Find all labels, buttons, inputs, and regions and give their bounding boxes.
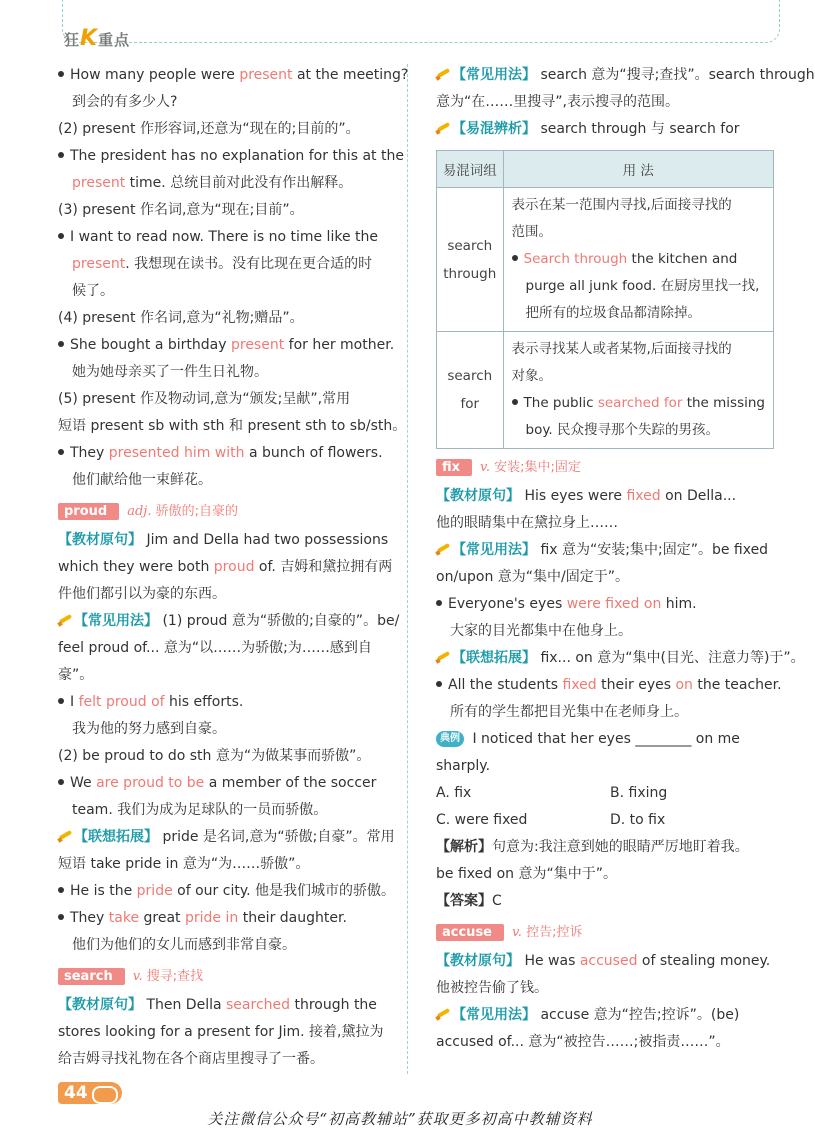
textbook-sentence-cont: 给吉姆寻找礼物在各个商店里搜寻了一番。 bbox=[58, 1051, 324, 1067]
pen-icon bbox=[436, 68, 450, 80]
example-translation: 他们献给他一束鲜花。 bbox=[72, 472, 212, 488]
exercise-options-row bbox=[436, 807, 774, 834]
table-term-cell: search through bbox=[437, 188, 504, 332]
example-translation: 到会的有多少人? bbox=[72, 94, 178, 110]
table-row bbox=[437, 188, 774, 332]
confusion-heading: 【 易混辨析 】 search through 与 search for bbox=[436, 116, 774, 143]
common-usage-cont: feel proud of... 意为“以……为骄傲;为……感到自 bbox=[58, 640, 372, 656]
textbook-sentence-cont: which they were both proud of. 吉姆和黛拉拥有两 bbox=[58, 559, 393, 575]
analysis-cont: be fixed on 意为“集中于”。 bbox=[436, 866, 617, 882]
pen-icon bbox=[58, 614, 72, 626]
word-badge: fix bbox=[436, 459, 472, 476]
usage-point: (2) present 作形容词,还意为“现在的;目前的”。 bbox=[58, 121, 360, 137]
analysis: 【 解析 】 句意为:我注意到她的眼睛严厉地盯着我。 bbox=[436, 834, 774, 861]
word-entry-proud: proud adj. 骄傲的;自豪的 bbox=[58, 498, 392, 525]
example-sentence: I want to read now. There is no time like the bbox=[58, 224, 392, 251]
answer: 【 答案 】 C bbox=[436, 888, 774, 915]
right-column-lower bbox=[436, 450, 805, 1056]
common-usage-cont: 豪”。 bbox=[58, 667, 94, 683]
pen-icon bbox=[436, 543, 450, 555]
table-header-row bbox=[437, 151, 774, 188]
example-translation: 我为他的努力感到自豪。 bbox=[72, 721, 226, 737]
textbook-sentence-cont: 件他们都引以为豪的东西。 bbox=[58, 586, 226, 602]
extension-note: 【 联想拓展 】 fix... on 意为“集中(目光、注意力等)于”。 bbox=[436, 645, 774, 672]
table-usage-cell: 表示寻找某人或者某物,后面接寻找的 对象。 The public searched for the missing boy. 民众搜寻那个失踪的男孩。 bbox=[503, 332, 773, 449]
example-sentence: She bought a birthday present for her mother. bbox=[58, 332, 392, 359]
usage-point: (4) present 作名词,意为“礼物;赠品”。 bbox=[58, 310, 304, 326]
series-logo: 狂K重点 bbox=[64, 26, 131, 51]
exercise-options-row bbox=[436, 780, 774, 807]
pen-icon bbox=[436, 651, 450, 663]
example-sentence: The president has no explanation for this at the bbox=[58, 143, 392, 170]
comparison-table bbox=[436, 150, 774, 449]
right-column bbox=[436, 62, 815, 143]
example-translation: 他们为他们的女儿而感到非常自豪。 bbox=[72, 937, 296, 953]
exercise-question-cont: sharply. bbox=[436, 758, 491, 774]
textbook-sentence-cont: stores looking for a present for Jim. 接着,黛拉为 bbox=[58, 1024, 384, 1040]
option-c: C. were fixed bbox=[436, 812, 528, 828]
common-usage: 【 常见用法 】 accuse 意为“控告;控诉”。(be) bbox=[436, 1002, 774, 1029]
page-number: 44 bbox=[64, 1083, 88, 1103]
example-badge: 典例 bbox=[436, 731, 464, 747]
example-sentence-cont: present time. 总统目前对此没有作出解释。 bbox=[72, 175, 353, 191]
word-badge: accuse bbox=[436, 924, 504, 941]
example-sentence: How many people were present at the meeting? bbox=[58, 62, 392, 89]
pen-icon bbox=[58, 830, 72, 842]
word-entry-fix: fix v. 安装;集中;固定 bbox=[436, 454, 774, 481]
word-entry-accuse: accuse v. 控告;控诉 bbox=[436, 919, 774, 946]
extension-note: 【 联想拓展 】 pride 是名词,意为“骄傲;自豪”。常用 bbox=[58, 824, 392, 851]
example-translation: 所有的学生都把目光集中在老师身上。 bbox=[450, 704, 688, 720]
page-number-badge bbox=[58, 1082, 122, 1104]
example-sentence: Everyone's eyes were fixed on him. bbox=[436, 591, 774, 618]
example-sentence-cont: present. 我想现在读书。没有比现在更合适的时 bbox=[72, 256, 373, 272]
example-sentence: I felt proud of his efforts. bbox=[58, 689, 392, 716]
common-usage-cont: on/upon 意为“集中/固定于”。 bbox=[436, 569, 630, 585]
example-sentence: They presented him with a bunch of flowers. bbox=[58, 440, 392, 467]
word-entry-search: search v. 搜寻;查找 bbox=[58, 963, 392, 990]
example-sentence: All the students fixed their eyes on the teacher. bbox=[436, 672, 774, 699]
textbook-sentence-cont: 他的眼睛集中在黛拉身上…… bbox=[436, 515, 618, 531]
extension-note-cont: 短语 take pride in 意为“为……骄傲”。 bbox=[58, 856, 310, 872]
option-a: A. fix bbox=[436, 785, 472, 801]
example-translation: 大家的目光都集中在他身上。 bbox=[450, 623, 632, 639]
textbook-sentence: 【 教材原句 】 Jim and Della had two possessions bbox=[58, 527, 392, 554]
common-usage: 【 常见用法 】 search 意为“搜寻;查找”。search through bbox=[436, 62, 774, 89]
textbook-sentence: 【 教材原句 】 Then Della searched through the bbox=[58, 992, 392, 1019]
table-usage-cell: 表示在某一范围内寻找,后面接寻找的 范围。 Search through the kitchen and purge all junk food. 在厨房里找一找, 把所有的垃圾食品都清除掉。 bbox=[503, 188, 773, 332]
table-term-cell: search for bbox=[437, 332, 504, 449]
footer-note: 关注微信公众号“初高教辅站”获取更多初高中教辅资料 bbox=[207, 1110, 593, 1128]
example-sentence-cont: team. 我们为成为足球队的一员而骄傲。 bbox=[72, 802, 328, 818]
example-sentence: They take great pride in their daughter. bbox=[58, 905, 392, 932]
common-usage: 【 常见用法 】 (1) proud 意为“骄傲的;自豪的”。be/ bbox=[58, 608, 392, 635]
example-sentence: We are proud to be a member of the soccer bbox=[58, 770, 392, 797]
exercise-question: 典例 I noticed that her eyes ________ on me bbox=[436, 726, 774, 753]
common-usage-cont: accused of... 意为“被控告……;被指责……”。 bbox=[436, 1034, 730, 1050]
word-badge: search bbox=[58, 968, 125, 985]
word-badge: proud bbox=[58, 503, 119, 520]
example-sentence-cont: 候了。 bbox=[72, 283, 114, 299]
usage-point: (5) present 作及物动词,意为“颁发;呈献”,常用 bbox=[58, 391, 351, 407]
example-sentence: He is the pride of our city. 他是我们城市的骄傲。 bbox=[58, 878, 392, 905]
table-header-cell: 易混词组 bbox=[437, 151, 504, 188]
example-translation: 她为她母亲买了一件生日礼物。 bbox=[72, 364, 268, 380]
left-column bbox=[58, 62, 409, 1073]
pen-icon bbox=[436, 1008, 450, 1020]
option-b: B. fixing bbox=[610, 785, 668, 801]
usage-point: (3) present 作名词,意为“现在;目前”。 bbox=[58, 202, 304, 218]
textbook-sentence: 【 教材原句 】 He was accused of stealing money. bbox=[436, 948, 774, 975]
table-header-cell: 用 法 bbox=[503, 151, 773, 188]
table-row bbox=[437, 332, 774, 449]
textbook-sentence-cont: 他被控告偷了钱。 bbox=[436, 980, 548, 996]
column-divider bbox=[407, 64, 408, 1074]
common-usage: 【 常见用法 】 fix 意为“安装;集中;固定”。be fixed bbox=[436, 537, 774, 564]
pen-icon bbox=[436, 122, 450, 134]
common-usage-cont: 意为“在……里搜寻”,表示搜寻的范围。 bbox=[436, 94, 679, 110]
header-frame bbox=[62, 0, 780, 43]
option-d: D. to fix bbox=[610, 812, 666, 828]
textbook-sentence: 【 教材原句 】 His eyes were fixed on Della... bbox=[436, 483, 774, 510]
usage-point-cont: 短语 present sb with sth 和 present sth to sb/sth。 bbox=[58, 418, 407, 434]
usage-point: (2) be proud to do sth 意为“为做某事而骄傲”。 bbox=[58, 748, 371, 764]
